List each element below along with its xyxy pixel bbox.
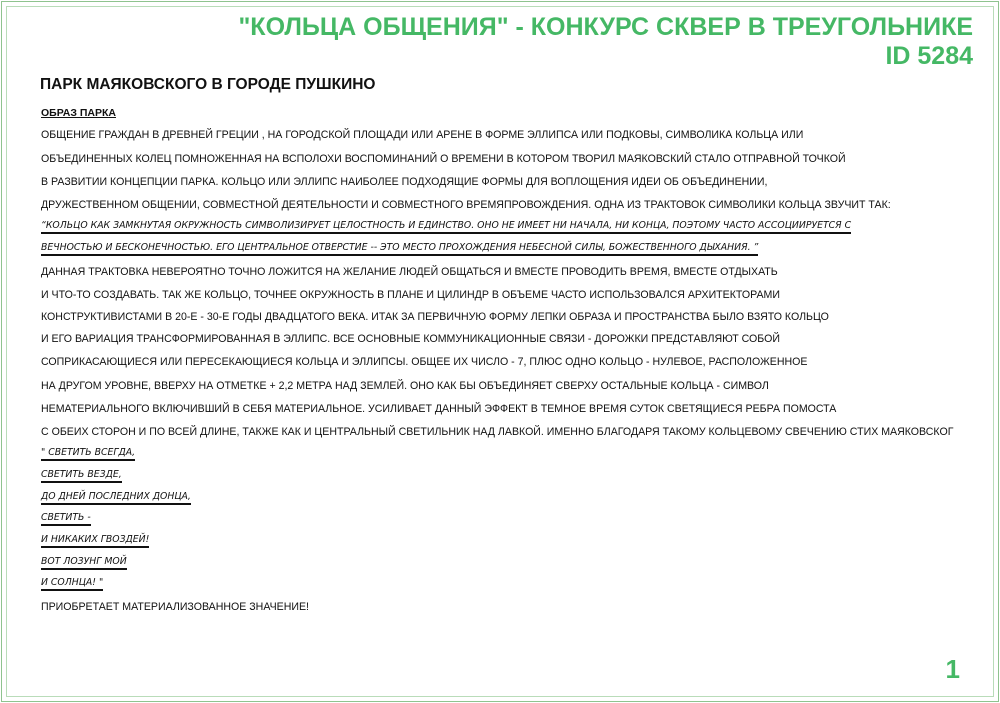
quote-line: “КОЛЬЦО КАК ЗАМКНУТАЯ ОКРУЖНОСТЬ СИМВОЛИЗИРУЕТ ЦЕЛОСТНОСТЬ И ЕДИНСТВО. ОНО НЕ ИМЕЕТ НИ НАЧАЛА, НИ КОНЦА, ПОЭТОМУ ЧАСТО АССОЦИИРУЕТСЯ С xyxy=(41,220,851,234)
competition-header xyxy=(238,13,973,71)
page-border-inner xyxy=(6,6,994,697)
page-number: 1 xyxy=(945,654,960,684)
paragraph-line: НЕМАТЕРИАЛЬНОГО ВКЛЮЧИВШИЙ В СЕБЯ МАТЕРИАЛЬНОЕ. УСИЛИВАЕТ ДАННЫЙ ЭФФЕКТ В ТЕМНОЕ ВРЕМЯ СУТОК СВЕТЯЩИЕСЯ РЕБРА ПОМОСТА xyxy=(41,403,837,415)
verse-line: И СОЛНЦА! " xyxy=(41,577,103,591)
quote-line: ВЕЧНОСТЬЮ И БЕСКОНЕЧНОСТЬЮ. ЕГО ЦЕНТРАЛЬНОЕ ОТВЕРСТИЕ -- ЭТО МЕСТО ПРОХОЖДЕНИЯ НЕБЕСНОЙ СИЛЫ, БОЖЕСТВЕННОГО ДЫХАНИЯ. ” xyxy=(41,242,758,256)
verse-line: ВОТ ЛОЗУНГ МОЙ xyxy=(41,556,127,570)
header-id: ID 5284 xyxy=(885,42,973,70)
paragraph-line: НА ДРУГОМ УРОВНЕ, ВВЕРХУ НА ОТМЕТКЕ + 2,2 МЕТРА НАД ЗЕМЛЕЙ. ОНО КАК БЫ ОБЪЕДИНЯЕТ СВЕРХУ ОСТАЛЬНЫЕ КОЛЬЦА - СИМВОЛ xyxy=(41,380,769,392)
verse-line: " СВЕТИТЬ ВСЕГДА, xyxy=(41,447,135,461)
header-title: "КОЛЬЦА ОБЩЕНИЯ" - КОНКУРС СКВЕР В ТРЕУГОЛЬНИКЕ xyxy=(238,13,973,41)
verse-line: СВЕТИТЬ - xyxy=(41,512,91,526)
paragraph-line: КОНСТРУКТИВИСТАМИ В 20-Е - 30-Е ГОДЫ ДВАДЦАТОГО ВЕКА. ИТАК ЗА ПЕРВИЧНУЮ ФОРМУ ЛЕПКИ ОБРАЗА И ПРОСТРАНСТВА БЫЛО ВЗЯТО КОЛЬЦО xyxy=(41,311,829,323)
paragraph-line: И ЧТО-ТО СОЗДАВАТЬ. ТАК ЖЕ КОЛЬЦО, ТОЧНЕЕ ОКРУЖНОСТЬ В ПЛАНЕ И ЦИЛИНДР В ОБЪЕМЕ ЧАСТО ИСПОЛЬЗОВАЛСЯ АРХИТЕКТОРАМИ xyxy=(41,289,780,301)
document-title: ПАРК МАЯКОВСКОГО В ГОРОДЕ ПУШКИНО xyxy=(40,76,376,93)
paragraph-line: ОБЩЕНИЕ ГРАЖДАН В ДРЕВНЕЙ ГРЕЦИИ , НА ГОРОДСКОЙ ПЛОЩАДИ ИЛИ АРЕНЕ В ФОРМЕ ЭЛЛИПСА ИЛИ ПОДКОВЫ, СИМВОЛИКА КОЛЬЦА ИЛИ xyxy=(41,129,804,141)
paragraph-line: ОБЪЕДИНЕННЫХ КОЛЕЦ ПОМНОЖЕННАЯ НА ВСПОЛОХИ ВОСПОМИНАНИЙ О ВРЕМЕНИ В КОТОРОМ ТВОРИЛ МАЯКОВСКИЙ СТАЛО ОТПРАВНОЙ ТОЧКОЙ xyxy=(41,153,846,165)
closing-line: ПРИОБРЕТАЕТ МАТЕРИАЛИЗОВАННОЕ ЗНАЧЕНИЕ! xyxy=(41,601,309,613)
verse-line: И НИКАКИХ ГВОЗДЕЙ! xyxy=(41,534,149,548)
paragraph-line: С ОБЕИХ СТОРОН И ПО ВСЕЙ ДЛИНЕ, ТАКЖЕ КАК И ЦЕНТРАЛЬНЫЙ СВЕТИЛЬНИК НАД ЛАВКОЙ. ИМЕННО БЛАГОДАРЯ ТАКОМУ КОЛЬЦЕВОМУ СВЕЧЕНИЮ СТИХ МАЯКОВСКОГ xyxy=(41,426,954,438)
verse-line: ДО ДНЕЙ ПОСЛЕДНИХ ДОНЦА, xyxy=(41,491,191,505)
paragraph-line: ДРУЖЕСТВЕННОМ ОБЩЕНИИ, СОВМЕСТНОЙ ДЕЯТЕЛЬНОСТИ И СОВМЕСТНОГО ВРЕМЯПРОВОЖДЕНИЯ. ОДНА ИЗ ТРАКТОВОК СИМВОЛИКИ КОЛЬЦА ЗВУЧИТ ТАК: xyxy=(41,199,891,211)
paragraph-line: ДАННАЯ ТРАКТОВКА НЕВЕРОЯТНО ТОЧНО ЛОЖИТСЯ НА ЖЕЛАНИЕ ЛЮДЕЙ ОБЩАТЬСЯ И ВМЕСТЕ ПРОВОДИТЬ ВРЕМЯ, ВМЕСТЕ ОТДЫХАТЬ xyxy=(41,266,778,278)
paragraph-line: И ЕГО ВАРИАЦИЯ ТРАНСФОРМИРОВАННАЯ В ЭЛЛИПС. ВСЕ ОСНОВНЫЕ КОММУНИКАЦИОННЫЕ СВЯЗИ - ДОРОЖКИ ПРЕДСТАВЛЯЮТ СОБОЙ xyxy=(41,333,780,345)
verse-line: СВЕТИТЬ ВЕЗДЕ, xyxy=(41,469,122,483)
section-title: ОБРАЗ ПАРКА xyxy=(41,107,116,119)
paragraph-line: СОПРИКАСАЮЩИЕСЯ ИЛИ ПЕРЕСЕКАЮЩИЕСЯ КОЛЬЦА И ЭЛЛИПСЫ. ОБЩЕЕ ИХ ЧИСЛО - 7, ПЛЮС ОДНО КОЛЬЦО - НУЛЕВОЕ, РАСПОЛОЖЕННОЕ xyxy=(41,356,808,368)
paragraph-line: В РАЗВИТИИ КОНЦЕПЦИИ ПАРКА. КОЛЬЦО ИЛИ ЭЛЛИПС НАИБОЛЕЕ ПОДХОДЯЩИЕ ФОРМЫ ДЛЯ ВОПЛОЩЕНИЯ ИДЕИ ОБ ОБЪЕДИНЕНИИ, xyxy=(41,176,768,188)
